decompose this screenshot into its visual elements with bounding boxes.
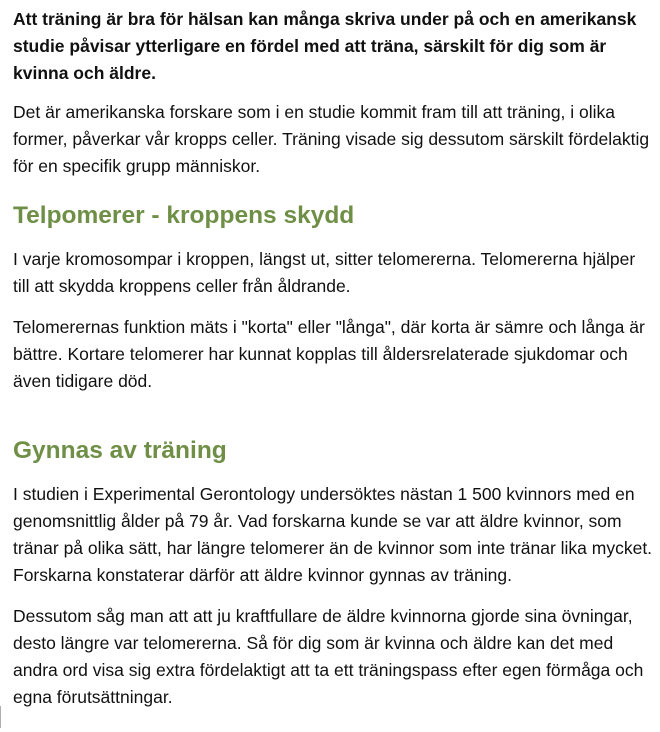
section1-paragraph-1: I varje kromosompar i kroppen, längst ut, sitter telomererna. Telomererna hjälper till att skydda kroppens celler från åldrande. — [13, 249, 636, 296]
article-lead: Att träning är bra för hälsan kan många skriva under på och en amerikansk studie påvisar ytterligare en fördel med att träna, särskilt för dig som är kvinna och äldre. — [13, 9, 637, 83]
section1-paragraph-2: Telomerernas funktion mäts i "korta" eller "långa", där korta är sämre och långa är bättre. Kortare telomerer har kunnat kopplas till åldersrelaterade sjukdomar och även tidigare död. — [13, 317, 645, 391]
section2-paragraph-2: Dessutom såg man att att ju kraftfullare de äldre kvinnorna gjorde sina övningar, desto längre var telomererna. Så för dig som är kvinna och äldre kan det med andra ord visa sig extra fördelaktigt att ta ett träningspass efter egen förmåga och egna förutsättningar. — [13, 606, 644, 707]
section-heading-gynnas: Gynnas av träning — [13, 437, 227, 464]
article-body — [13, 6, 653, 725]
section2-paragraph-1: I studien i Experimental Gerontology undersöktes nästan 1 500 kvinnors med en genomsnittlig ålder på 79 år. Vad forskarna kunde se var att äldre kvinnor, som tränar på olika sätt, har längre telomerer än de kvinnor som inte tränar lika mycket. Forskarna konstaterar därför att äldre kvinnor gynnas av träning. — [13, 484, 653, 585]
section-heading-telomerer: Telpomerer - kroppens skydd — [13, 202, 355, 229]
article-intro: Det är amerikanska forskare som i en studie kommit fram till att träning, i olika former, påverkar vår kropps celler. Träning visade sig dessutom särskilt fördelaktig för en specifik grupp människor. — [13, 102, 650, 176]
page-edge-line — [0, 706, 1, 728]
